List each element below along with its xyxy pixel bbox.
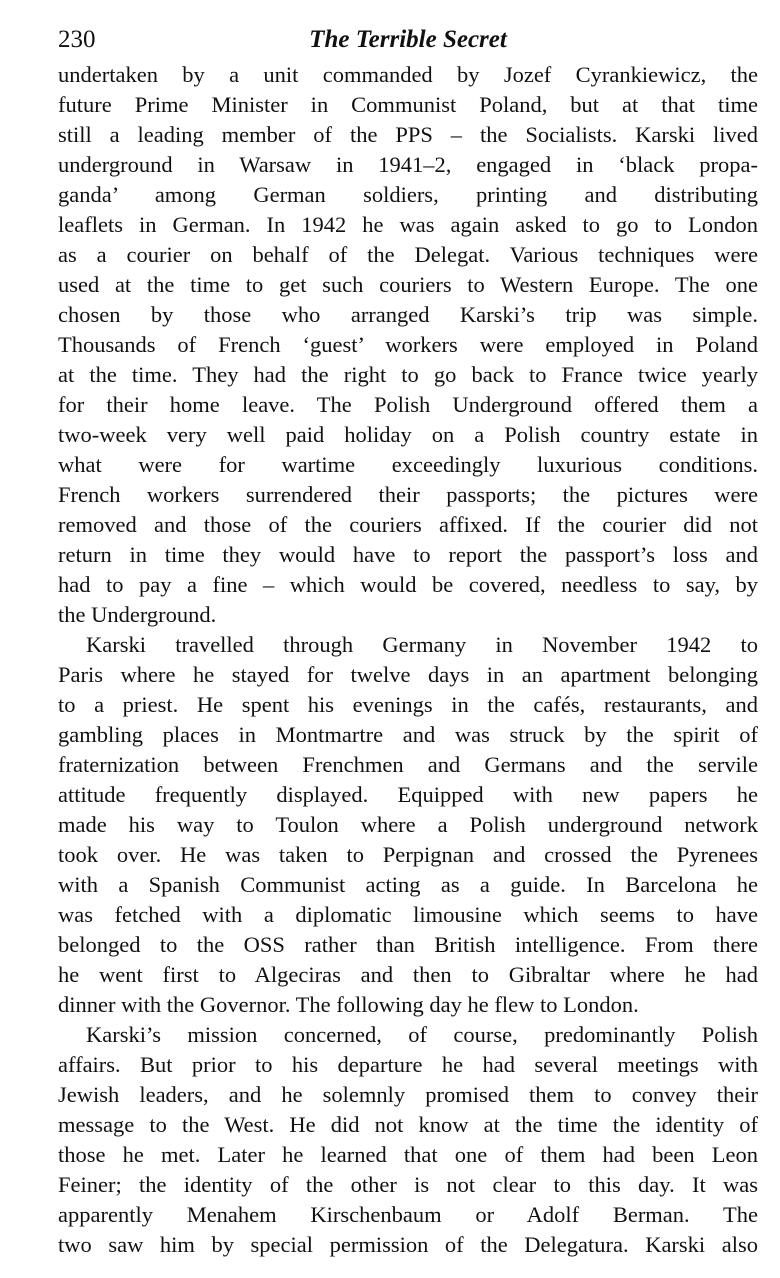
text-line: those he met. Later he learned that one of them had been Leon bbox=[58, 1142, 758, 1167]
text-line: at the time. They had the right to go back to France twice yearly bbox=[58, 362, 758, 387]
text-line: removed and those of the couriers affixed. If the courier did not bbox=[58, 512, 758, 537]
text-line: Karski travelled through Germany in November 1942 to bbox=[86, 632, 758, 657]
text-line: fraternization between Frenchmen and Germans and the servile bbox=[58, 752, 758, 777]
text-line: had to pay a fine – which would be covered, needless to say, by bbox=[58, 572, 758, 597]
text-line: Karski’s mission concerned, of course, predominantly Polish bbox=[86, 1022, 758, 1047]
text-line: what were for wartime exceedingly luxurious conditions. bbox=[58, 452, 758, 477]
text-line: leaflets in German. In 1942 he was again asked to go to London bbox=[58, 212, 758, 237]
text-line: as a courier on behalf of the Delegat. Various techniques were bbox=[58, 242, 758, 267]
text-line: dinner with the Governor. The following day he flew to London. bbox=[58, 992, 639, 1017]
page-number: 230 bbox=[58, 26, 96, 53]
text-line: French workers surrendered their passports; the pictures were bbox=[58, 482, 758, 507]
running-title: The Terrible Secret bbox=[309, 26, 507, 53]
text-line: belonged to the OSS rather than British intelligence. From there bbox=[58, 932, 758, 957]
text-line: apparently Menahem Kirschenbaum or Adolf Berman. The bbox=[58, 1202, 758, 1227]
text-line: return in time they would have to report the passport’s loss and bbox=[58, 542, 758, 567]
text-line: Feiner; the identity of the other is not clear to this day. It was bbox=[58, 1172, 758, 1197]
text-line: gambling places in Montmartre and was struck by the spirit of bbox=[58, 722, 758, 747]
text-line: Jewish leaders, and he solemnly promised them to convey their bbox=[58, 1082, 758, 1107]
text-line: for their home leave. The Polish Underground offered them a bbox=[58, 392, 758, 417]
text-line: Paris where he stayed for twelve days in an apartment belonging bbox=[58, 662, 758, 687]
text-line: affairs. But prior to his departure he had several meetings with bbox=[58, 1052, 758, 1077]
text-line: still a leading member of the PPS – the Socialists. Karski lived bbox=[58, 122, 758, 147]
text-line: underground in Warsaw in 1941–2, engaged in ‘black propa- bbox=[58, 152, 758, 177]
text-line: undertaken by a unit commanded by Jozef Cyrankiewicz, the bbox=[58, 62, 758, 87]
text-line: was fetched with a diplomatic limousine which seems to have bbox=[58, 902, 758, 927]
paragraph bbox=[58, 1020, 758, 1260]
text-line: attitude frequently displayed. Equipped with new papers he bbox=[58, 782, 758, 807]
paragraph bbox=[58, 630, 758, 1020]
text-line: made his way to Toulon where a Polish underground network bbox=[58, 812, 758, 837]
text-line: message to the West. He did not know at the time the identity of bbox=[58, 1112, 758, 1137]
text-line: chosen by those who arranged Karski’s trip was simple. bbox=[58, 302, 758, 327]
text-line: two-week very well paid holiday on a Polish country estate in bbox=[58, 422, 758, 447]
text-line: the Underground. bbox=[58, 602, 217, 627]
text-line: ganda’ among German soldiers, printing and distributing bbox=[58, 182, 758, 207]
text-line: took over. He was taken to Perpignan and crossed the Pyrenees bbox=[58, 842, 758, 867]
text-line: used at the time to get such couriers to Western Europe. The one bbox=[58, 272, 758, 297]
text-line: with a Spanish Communist acting as a guide. In Barcelona he bbox=[58, 872, 758, 897]
body-text bbox=[58, 60, 758, 1260]
text-line: future Prime Minister in Communist Poland, but at that time bbox=[58, 92, 758, 117]
text-line: to a priest. He spent his evenings in the cafés, restaurants, and bbox=[58, 692, 758, 717]
paragraph bbox=[58, 60, 758, 630]
text-line: Thousands of French ‘guest’ workers were employed in Poland bbox=[58, 332, 758, 357]
text-line: he went first to Algeciras and then to Gibraltar where he had bbox=[58, 962, 758, 987]
running-head bbox=[58, 20, 758, 60]
book-page bbox=[58, 20, 758, 1260]
text-line: two saw him by special permission of the Delegatura. Karski also bbox=[58, 1232, 758, 1257]
